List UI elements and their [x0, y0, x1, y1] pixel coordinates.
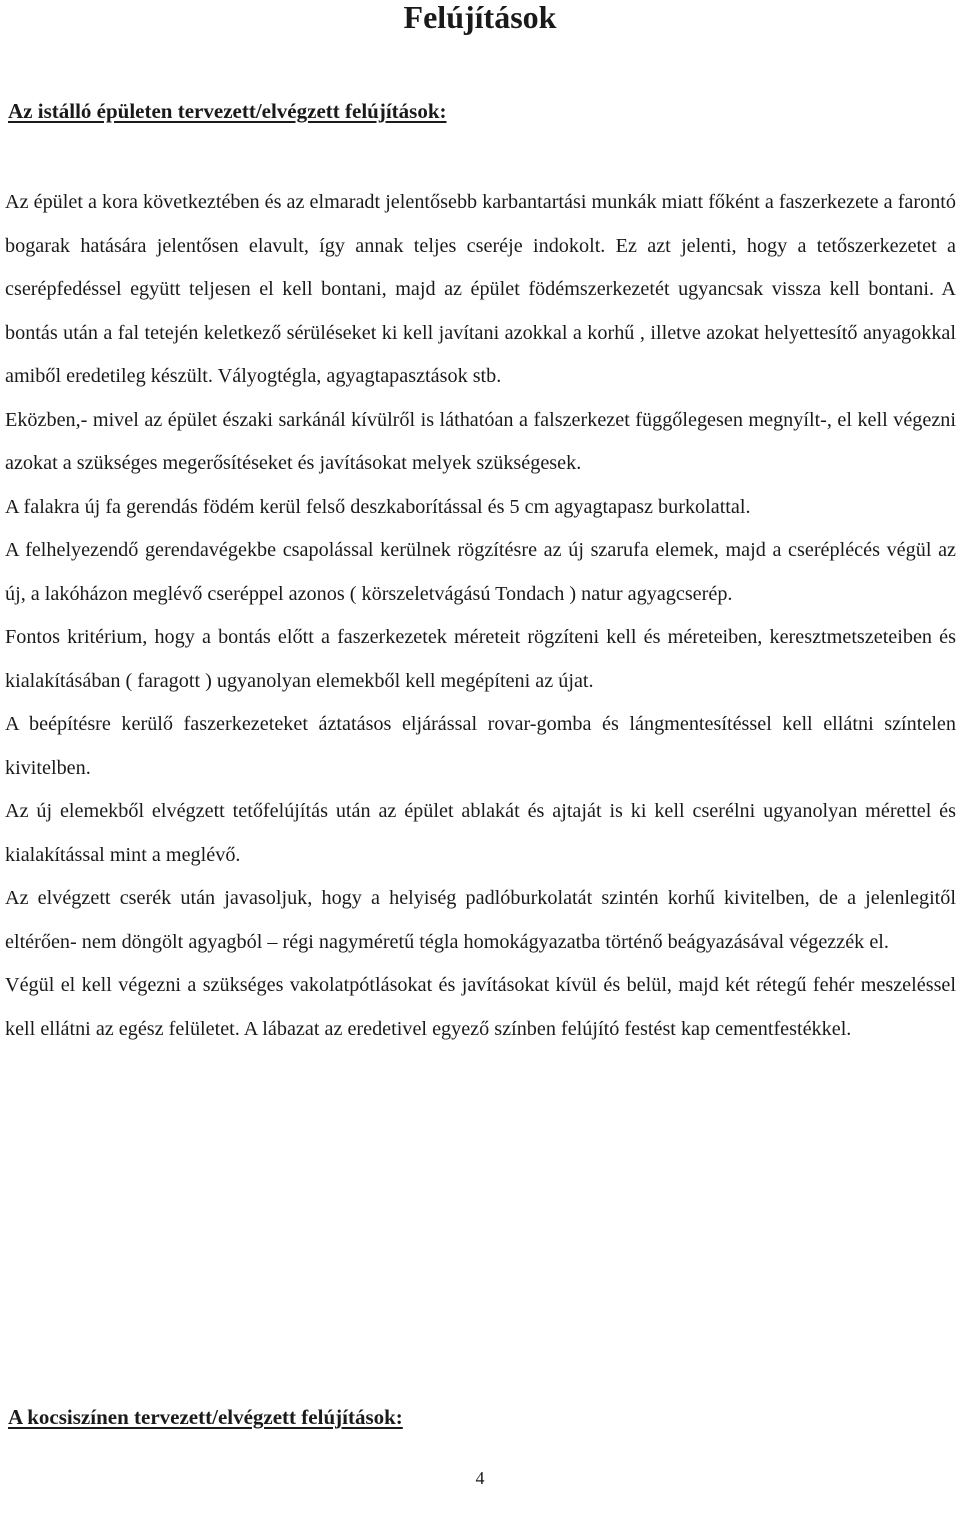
paragraph: A beépítésre kerülő faszerkezeteket áztatásos eljárással rovar-gomba és lángmentesítéssel kell ellátni színtelen kivitelben. — [5, 713, 956, 779]
paragraph: Az épület a kora következtében és az elmaradt jelentősebb karbantartási munkák miatt főként a faszerkezete a farontó bogarak hatására jelentősen elavult, így annak teljes cseréje indokolt. Ez azt jelenti, hogy a tetőszerkezetet a cserépfedéssel együtt teljesen el kell bontani, majd az épület födémszerkezetét ugyancsak vissza kell bontani. A bontás után a fal tetején keletkező sérüléseket ki kell javítani azokkal a korhű , illetve azokat helyettesítő anyagokkal amiből eredetileg készült. Vályogtégla, agyagtapasztások stb. — [5, 191, 956, 387]
page-title: Felújítások — [403, 0, 557, 35]
paragraph: Végül el kell végezni a szükséges vakolatpótlásokat és javításokat kívül és belül, majd két rétegű fehér meszeléssel kell ellátni az egész felületet. A lábazat az eredetivel egyező színben felújító festést kap cementfestékkel. — [5, 974, 956, 1040]
section-heading-stable: Az istálló épületen tervezett/elvégzett felújítások: — [8, 99, 447, 123]
section-body-stable — [5, 181, 956, 1051]
page-number: 4 — [475, 1468, 485, 1488]
paragraph: Az elvégzett cserék után javasoljuk, hogy a helyiség padlóburkolatát szintén korhű kivitelben, de a jelenlegitől eltérően- nem döngölt agyagból – régi nagyméretű tégla homokágyazatba történő beágyazásával végezzék el. — [5, 887, 956, 953]
paragraph: A felhelyezendő gerendavégekbe csapolással kerülnek rögzítésre az új szarufa elemek, majd a cseréplécés végül az új, a lakóházon meglévő cseréppel azonos ( körszeletvágású Tondach ) natur agyagcserép. — [5, 539, 956, 605]
section-heading-carriage-house: A kocsiszínen tervezett/elvégzett felújítások: — [8, 1405, 403, 1429]
paragraph: Az új elemekből elvégzett tetőfelújítás után az épület ablakát és ajtaját is ki kell cserélni ugyanolyan mérettel és kialakítással mint a meglévő. — [5, 800, 956, 866]
paragraph: Fontos kritérium, hogy a bontás előtt a faszerkezetek méreteit rögzíteni kell és méreteiben, keresztmetszeteiben és kialakításában ( faragott ) ugyanolyan elemekből kell megépíteni az újat. — [5, 626, 956, 692]
paragraph: A falakra új fa gerendás födém kerül felső deszkaborítással és 5 cm agyagtapasz burkolattal. — [5, 495, 751, 518]
paragraph: Eközben,- mivel az épület északi sarkánál kívülről is láthatóan a falszerkezet függőlegesen megnyílt-, el kell végezni azokat a szükséges megerősítéseket és javításokat melyek szükségesek. — [5, 408, 956, 474]
